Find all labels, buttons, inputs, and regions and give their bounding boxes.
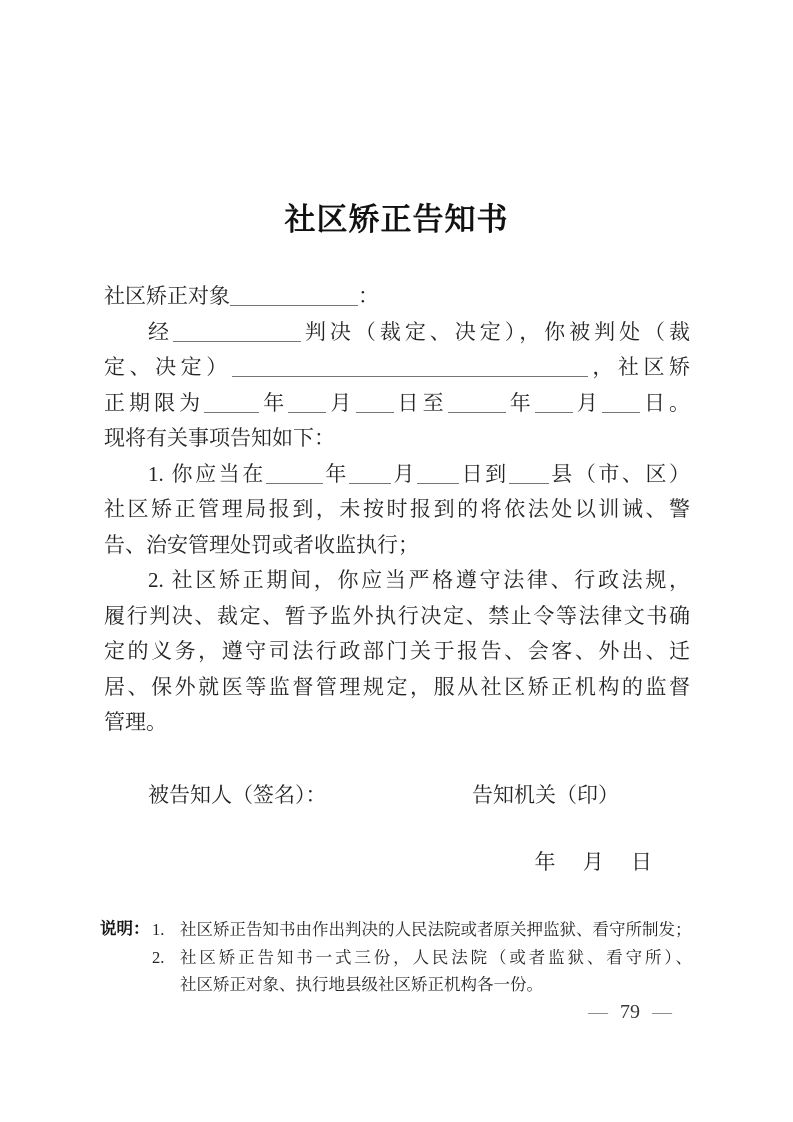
text-run: 县（市、区） — [548, 461, 691, 486]
fill-in-blank-month — [288, 392, 326, 413]
body-line: 管理。 — [104, 710, 167, 734]
body-line — [104, 315, 690, 351]
text-run: 月 — [390, 461, 418, 486]
text-run: 年 — [259, 390, 289, 415]
body-line: 定的义务，遵守司法行政部门关于报告、会客、外出、迁 — [104, 639, 690, 663]
fill-in-blank — [230, 285, 358, 306]
notes-section — [100, 916, 692, 999]
text-run: 判决（裁定、决定），你被判处（裁 — [300, 319, 691, 344]
note-line: 社区矫正告知书由作出判决的人民法院或者原关押监狱、看守所制发； — [180, 920, 692, 939]
page-number-value: 79 — [620, 1001, 640, 1023]
body-line: 社区矫正管理局报到，未按时报到的将依法处以训诫、警 — [104, 497, 690, 521]
text-run: 正期限为 — [104, 390, 205, 415]
fill-in-blank-day — [602, 392, 640, 413]
page-number — [588, 1002, 672, 1022]
note-number: 1. — [152, 920, 165, 939]
fill-in-blank — [173, 321, 301, 342]
text-run: 日到 — [459, 461, 509, 486]
fill-in-blank-year — [266, 463, 323, 484]
body-line-item2: 2. 社区矫正期间，你应当严格遵守法律、行政法规， — [148, 568, 690, 592]
text-run: 月 — [326, 390, 356, 415]
note-line: 社区矫正告知书一式三份，人民法院（或者监狱、看守所）、 — [180, 947, 692, 967]
body-line-item1 — [104, 457, 690, 493]
page-number-dash: — — [652, 1001, 672, 1023]
body-line — [104, 350, 690, 386]
fill-in-blank-month — [535, 392, 573, 413]
text-run: ，社区矫 — [587, 355, 691, 379]
signer-label: 被告知人（签名）： — [148, 783, 327, 807]
addressee-colon: ： — [358, 284, 379, 308]
fill-in-blank-day — [356, 392, 394, 413]
text-run: 月 — [572, 390, 602, 415]
signature-row — [104, 778, 690, 814]
document-body — [104, 279, 690, 741]
body-line: 告、治安管理处罚或者收监执行； — [104, 532, 419, 557]
fill-in-blank-day — [417, 463, 459, 484]
fill-in-blank-county — [509, 463, 549, 484]
note-text — [180, 944, 692, 999]
text-run: 定、决定） — [104, 355, 232, 379]
notes-content — [152, 916, 692, 999]
notes-label: 说明： — [100, 920, 150, 938]
text-run: 年 — [322, 461, 349, 486]
body-line: 居、保外就医等监督管理规定，服从社区矫正机构的监督 — [104, 674, 690, 699]
document-title: 社区矫正告知书 — [284, 202, 509, 237]
text-run: 年 — [505, 390, 535, 415]
note-text — [180, 916, 692, 944]
body-line-term — [104, 386, 690, 422]
page-number-dash: — — [588, 1001, 608, 1023]
note-line: 社区矫正对象、执行地县级社区矫正机构各一份。 — [180, 975, 543, 994]
text-run: 日至 — [393, 390, 448, 415]
note-number: 2. — [152, 947, 165, 967]
addressee-label: 社区矫正对象 — [104, 284, 230, 308]
fill-in-blank-year — [448, 392, 506, 413]
fill-in-blank — [232, 356, 588, 377]
body-line: 现将有关事项告知如下： — [104, 426, 335, 450]
text-run: 经 — [148, 319, 173, 344]
authority-label: 告知机关（印） — [472, 783, 619, 807]
fill-in-blank-year — [204, 392, 259, 413]
text-run: 日。 — [639, 390, 691, 415]
note-item-1 — [152, 916, 692, 944]
date-line: 年 月 日 — [534, 850, 652, 874]
body-line: 履行判决、裁定、暂予监外执行决定、禁止令等法律文书确 — [104, 603, 690, 628]
note-item-2 — [152, 944, 692, 999]
fill-in-blank-month — [349, 463, 391, 484]
body-line-addressee — [104, 279, 690, 315]
text-run: 1. 你应当在 — [148, 461, 266, 486]
